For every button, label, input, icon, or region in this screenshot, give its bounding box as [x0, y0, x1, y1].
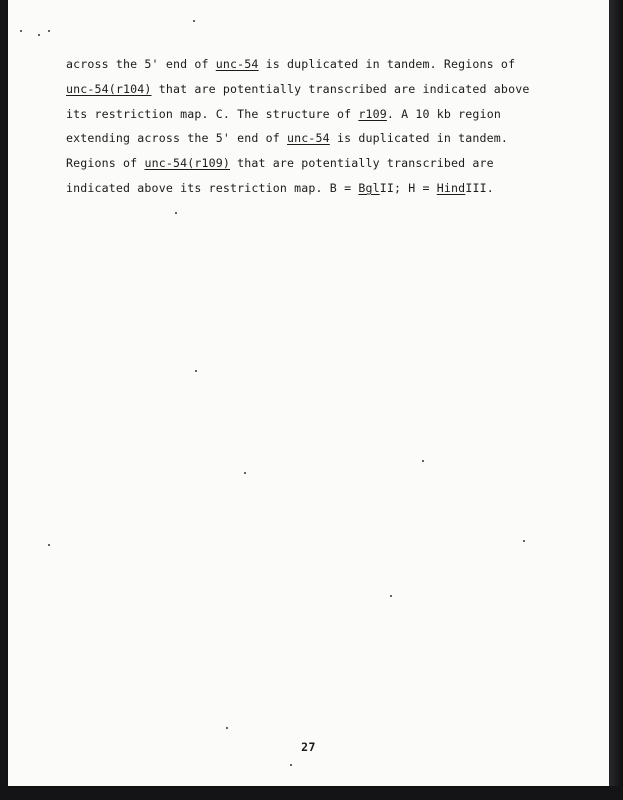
text-line — [66, 156, 566, 181]
scan-speck — [48, 30, 50, 32]
scan-speck — [20, 30, 22, 32]
scan-speck — [38, 34, 40, 36]
allele-name-underlined: r109 — [358, 106, 387, 121]
figure-legend-text — [66, 57, 566, 206]
text-line — [66, 82, 566, 107]
scan-speck — [422, 460, 424, 462]
text-run: is duplicated in tandem. — [329, 131, 509, 146]
text-run: that are potentially transcribed are — [230, 156, 494, 171]
gene-name-underlined: unc-54 — [287, 131, 330, 146]
scan-speck — [390, 595, 392, 597]
text-line — [66, 131, 566, 156]
text-run: III. — [465, 180, 494, 195]
text-line — [66, 107, 566, 132]
text-run: Regions of — [66, 156, 145, 171]
text-run: . A 10 kb region — [386, 106, 501, 121]
scan-speck — [175, 212, 177, 214]
scan-speck — [523, 540, 525, 542]
scan-speck — [290, 764, 292, 766]
scan-edge-right — [609, 0, 623, 800]
scan-speck — [244, 472, 246, 474]
page-number: 27 — [301, 740, 316, 754]
gene-name-underlined: unc-54(r109) — [144, 156, 230, 171]
text-run: across the 5' end of — [66, 57, 216, 71]
text-run: its restriction map. C. The structure of — [66, 106, 359, 121]
text-line — [66, 181, 566, 206]
scan-speck — [193, 20, 195, 22]
scan-speck — [195, 370, 197, 372]
text-run: extending across the 5' end of — [66, 131, 288, 146]
text-run: indicated above its restriction map. B = — [66, 180, 359, 195]
scan-speck — [226, 727, 228, 729]
gene-name-underlined: unc-54(r104) — [66, 81, 152, 96]
document-page — [8, 0, 609, 786]
text-run: II; H = — [379, 180, 437, 195]
enzyme-name-underlined: Bgl — [358, 180, 380, 195]
enzyme-name-underlined: Hind — [436, 180, 466, 195]
text-run: is duplicated in tandem. Regions of — [258, 57, 516, 71]
scan-edge-bottom — [0, 786, 623, 800]
scan-speck — [48, 544, 50, 546]
text-run: that are potentially transcribed are indicated above — [151, 81, 530, 96]
text-line — [66, 57, 566, 82]
gene-name-underlined: unc-54 — [215, 57, 259, 71]
